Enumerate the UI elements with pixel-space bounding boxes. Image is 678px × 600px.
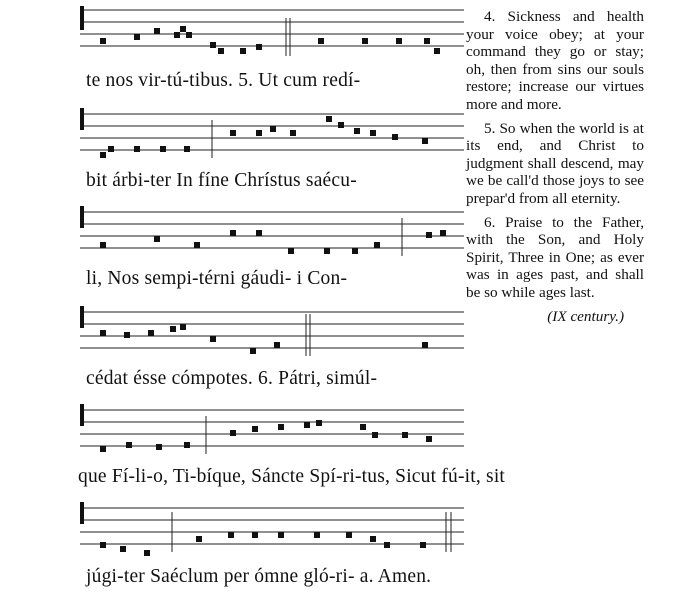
music-staff [80,498,464,558]
lyric-line: júgi-ter Saéclum per ómne gló-ri- a. Amen. [86,566,432,587]
lyric-line: que Fí-li-o, Ti-bíque, Sáncte Spí-ri-tus, Sicut fú-it, sit [78,466,506,487]
verse-6: 6. Praise to the Father, with the Son, and Holy Spirit, Three in One; as ever was in ages past, and shall be so while ages last. [466,213,644,301]
lyric-line: cédat ésse cómpotes. 6. Pátri, simúl- [86,368,378,389]
lyric-line: bit árbi-ter In fíne Chrístus saécu- [86,170,357,191]
lyric-line: te nos vir-tú-tibus. 5. Ut cum redí- [86,70,361,91]
verse-4: 4. Sickness and health your voice obey; at your command they go or stay; oh, then from sins our souls restore; increase our virtues more and more. [466,8,644,113]
music-staff [80,102,464,162]
century-credit: (IX century.) [547,307,624,325]
music-staff [80,200,464,260]
verse-5: 5. So when the world is at its end, and Christ to judgment shall descend, may we be call'd those joys to see prepar'd from all eternity. [466,119,644,207]
lyric-line: li, Nos sempi-térni gáudi- i Con- [86,268,348,289]
verse-column [466,8,644,325]
music-staff [80,300,464,360]
music-staff [80,0,464,62]
music-staff [80,400,464,460]
